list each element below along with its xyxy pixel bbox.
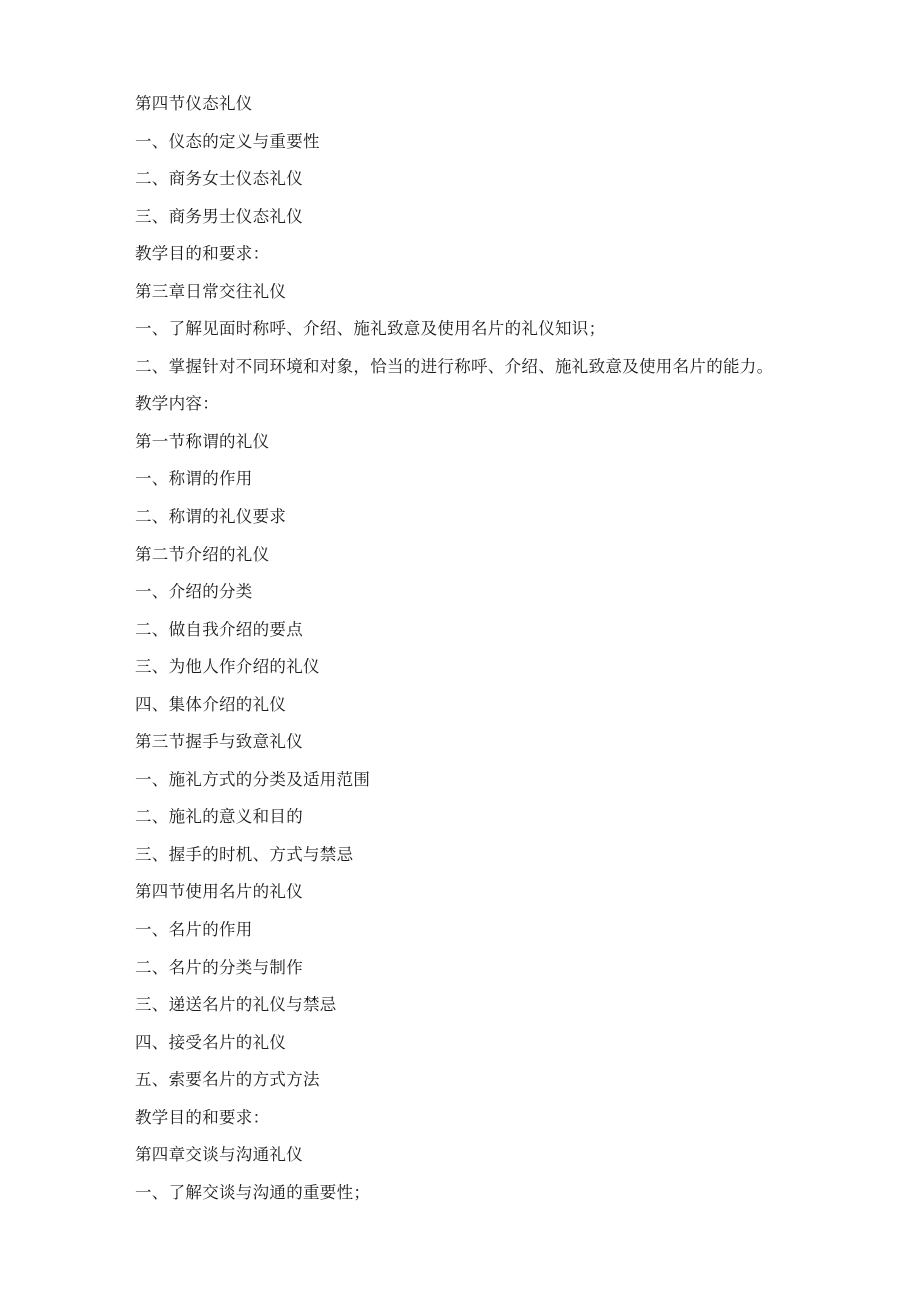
chapter-heading: 第四章交谈与沟通礼仪: [135, 1145, 303, 1165]
outline-item: 一、名片的作用: [135, 920, 253, 940]
outline-item: 二、施礼的意义和目的: [135, 807, 303, 827]
outline-item: 三、商务男士仪态礼仪: [135, 206, 303, 226]
outline-item: 三、递送名片的礼仪与禁忌: [135, 995, 337, 1015]
outline-item: 二、做自我介绍的要点: [135, 619, 303, 639]
outline-item: 二、称谓的礼仪要求: [135, 507, 287, 527]
outline-item: 一、仪态的定义与重要性: [135, 131, 320, 151]
outline-item: 三、为他人作介绍的礼仪: [135, 657, 320, 677]
outline-item: 四、接受名片的礼仪: [135, 1032, 287, 1052]
chapter-heading: 第三章日常交往礼仪: [135, 281, 287, 301]
objective-item: 二、掌握针对不同环境和对象，恰当的进行称呼、介绍、施礼致意及使用名片的能力。: [135, 356, 774, 376]
objective-item: 一、了解见面时称呼、介绍、施礼致意及使用名片的礼仪知识；: [135, 319, 606, 339]
outline-item: 一、施礼方式的分类及适用范围: [135, 769, 371, 789]
document-body: [135, 91, 895, 1217]
section-heading: 第一节称谓的礼仪: [135, 431, 270, 451]
content-heading: 教学内容：: [135, 394, 219, 414]
section-heading: 第四节使用名片的礼仪: [135, 882, 303, 902]
outline-item: 三、握手的时机、方式与禁忌: [135, 844, 354, 864]
outline-item: 二、名片的分类与制作: [135, 957, 303, 977]
outline-item: 一、介绍的分类: [135, 582, 253, 602]
outline-item: 二、商务女士仪态礼仪: [135, 169, 303, 189]
objectives-heading: 教学目的和要求：: [135, 1107, 270, 1127]
outline-item: 四、集体介绍的礼仪: [135, 694, 287, 714]
objectives-heading: 教学目的和要求：: [135, 244, 270, 264]
section-heading: 第二节介绍的礼仪: [135, 544, 270, 564]
objective-item: 一、了解交谈与沟通的重要性；: [135, 1182, 371, 1202]
section-heading: 第三节握手与致意礼仪: [135, 732, 303, 752]
outline-item: 一、称谓的作用: [135, 469, 253, 489]
outline-item: 五、索要名片的方式方法: [135, 1070, 320, 1090]
section-heading: 第四节仪态礼仪: [135, 94, 253, 113]
